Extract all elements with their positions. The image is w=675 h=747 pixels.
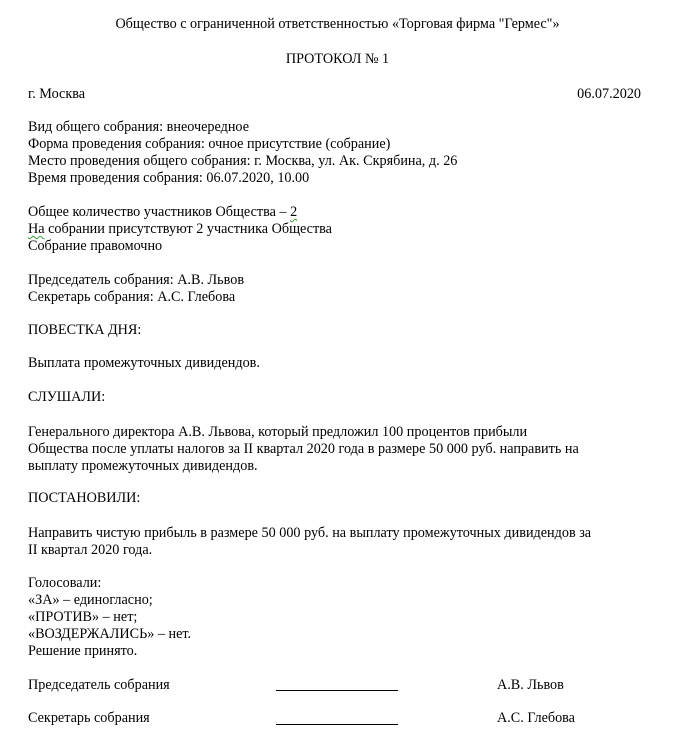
agenda-heading: ПОВЕСТКА ДНЯ: [28,322,142,338]
resolved-line: Направить чистую прибыль в размере 50 000 руб. на выплату промежуточных дивидендов за [28,525,592,541]
vote-abstain: «ВОЗДЕРЖАЛИСЬ» – нет. [28,626,192,642]
meeting-type: Вид общего собрания: внеочередное [28,119,249,135]
signature-chairman-line [276,690,398,691]
heard-line: Генерального директора А.В. Львова, который предложил 100 процентов прибыли [28,424,528,440]
heard-heading: СЛУШАЛИ: [28,389,106,405]
signature-secretary-role: Секретарь собрания [28,710,150,726]
total-participants-label: Общее количество участников Общества – [28,204,291,220]
signature-chairman-role: Председатель собрания [28,677,170,693]
meeting-place: Место проведения общего собрания: г. Москва, ул. Ак. Скрябина, д. 26 [28,153,458,169]
city: г. Москва [28,86,86,102]
voting-heading: Голосовали: [28,575,102,591]
quorum-status: Собрание правомочно [28,238,163,254]
total-participants [28,204,297,221]
decision-result: Решение принято. [28,643,138,659]
resolved-line: II квартал 2020 года. [28,542,153,558]
meeting-time: Время проведения собрания: 06.07.2020, 10.00 [28,170,310,186]
signature-chairman-name: А.В. Львов [497,677,564,693]
chairman-line: Председатель собрания: А.В. Львов [28,272,245,288]
heard-line: выплату промежуточных дивидендов. [28,458,258,474]
document-date: 06.07.2020 [577,86,641,102]
company-name: Общество с ограниченной ответственностью «Торговая фирма "Гермес"» [115,16,560,32]
secretary-line: Секретарь собрания: А.С. Глебова [28,289,236,305]
present-first-word: На [28,221,45,237]
document-title: ПРОТОКОЛ № 1 [285,51,390,67]
signature-secretary-line [276,724,398,725]
present-participants [28,221,332,238]
agenda-item: Выплата промежуточных дивидендов. [28,355,260,371]
total-participants-value: 2 [290,204,298,220]
vote-for: «ЗА» – единогласно; [28,592,153,608]
heard-line: Общества после уплаты налогов за II квартал 2020 года в размере 50 000 руб. направить на [28,441,579,457]
resolved-heading: ПОСТАНОВИЛИ: [28,490,141,506]
present-rest: собрании присутствуют 2 участника Общества [44,221,332,237]
meeting-form: Форма проведения собрания: очное присутствие (собрание) [28,136,391,152]
signature-secretary-name: А.С. Глебова [497,710,575,726]
vote-against: «ПРОТИВ» – нет; [28,609,138,625]
